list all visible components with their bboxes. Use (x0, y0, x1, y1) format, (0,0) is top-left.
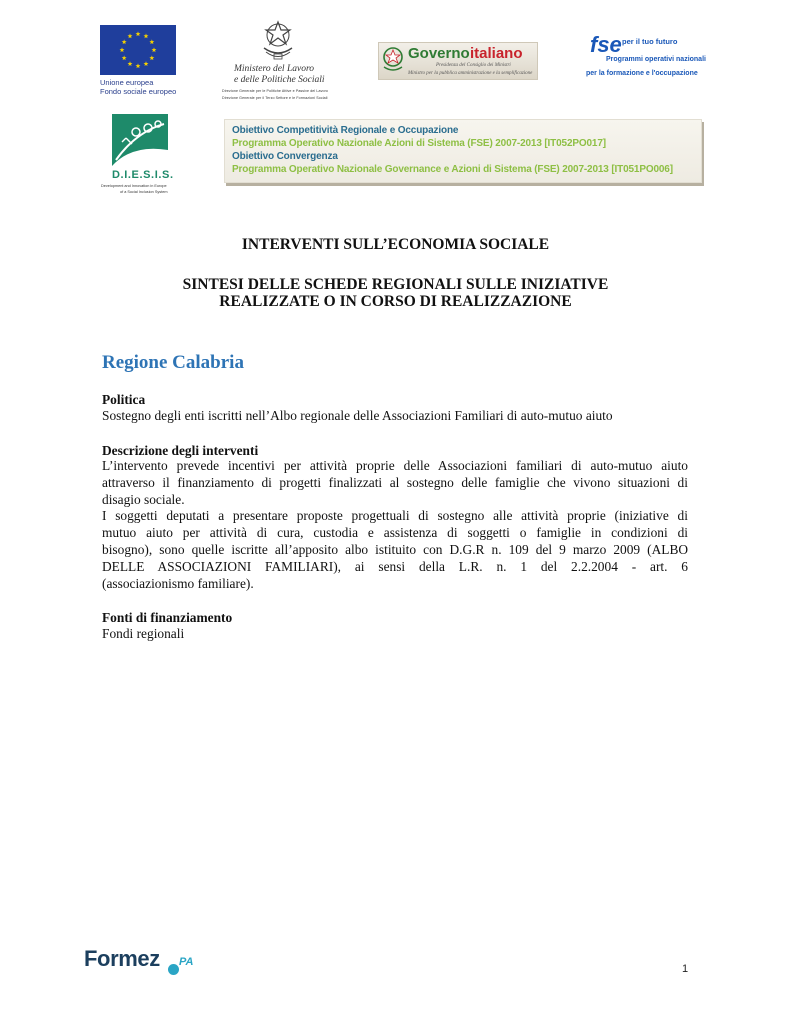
text-line: bisogno), sono quelle iscritte all’apposito albo istituito con D.G.R n. 109 del 9 marzo 2009 (ALBO (102, 541, 689, 557)
text-line: attraverso il finanziamento di progetti finalizzati al sostegno delle famiglie che vivono situazioni di (102, 474, 688, 490)
formez-word: Formez (84, 946, 160, 971)
eu-star-icon (136, 31, 141, 36)
fse-programme-line3: per la formazione e l'occupazione (586, 70, 698, 77)
ministero-logo (222, 18, 342, 106)
diesis-graphic-icon (112, 114, 168, 166)
descrizione-heading: Descrizione degli interventi (102, 443, 259, 458)
ministero-dept-line1: Direzione Generale per le Politiche Attive e Passive del Lavoro (222, 89, 328, 93)
text-line: mutuo aiuto per attività di cura, custodia e assistenza di soggetti o famiglie in condizioni di (102, 525, 688, 541)
eu-star-icon (128, 61, 133, 66)
politica-heading: Politica (102, 392, 146, 407)
governo-subtitle-line1: Presidenza del Consiglio dei Ministri (436, 63, 511, 68)
diesis-title: D.I.E.S.I.S. (112, 169, 174, 181)
fse-mark: fse (590, 32, 622, 57)
governo-italiano-logo (378, 42, 538, 80)
eu-star-icon (144, 61, 149, 66)
fse-programme-line1: Programmi operativi nazionali (606, 56, 706, 63)
programme-objective-1: Obiettivo Competitività Regionale e Occupazione (232, 125, 459, 136)
eu-logo-caption-line2: Fondo sociale europeo (100, 87, 177, 96)
ministero-name-line2: e delle Politiche Sociali (234, 75, 325, 85)
eu-star-icon (122, 39, 127, 44)
formez-pa-logo (84, 946, 204, 978)
italiano-word: italiano (470, 45, 523, 62)
fonti-heading: Fonti di finanziamento (102, 610, 233, 625)
region-heading: Regione Calabria (102, 352, 244, 373)
programme-operative-1: Programma Operativo Nazionale Azioni di Sistema (FSE) 2007-2013 [IT052PO017] (232, 138, 606, 149)
text-line: I soggetti deputati a presentare proposte progettuali di sostegno alle attività proprie (iniziative di (102, 508, 688, 524)
diesis-subtitle-line1: Development and Innovation in Europe (101, 184, 167, 188)
eu-star-icon (128, 34, 133, 39)
governo-word: Governo (408, 45, 470, 62)
descrizione-text (102, 458, 688, 592)
document-title: INTERVENTI SULL’ECONOMIA SOCIALE (241, 236, 550, 253)
eu-flag-icon (100, 25, 176, 75)
page-number: 1 (682, 963, 689, 975)
text-line: Fondi regionali (102, 626, 185, 641)
ministero-name-line1: Ministero del Lavoro (234, 64, 315, 74)
programme-objective-2: Obiettivo Convergenza (232, 151, 338, 162)
italian-emblem-icon (258, 18, 298, 62)
text-line: Sostegno degli enti iscritti nell’Albo regionale delle Associazioni Familiari di auto-mutuo aiuto (102, 408, 613, 423)
text-line: disagio sociale. (102, 491, 185, 507)
italian-emblem-icon (381, 45, 405, 73)
eu-star-icon (120, 47, 125, 52)
governo-subtitle-line2: Ministro per la pubblica amministrazione e la semplificazione (408, 71, 533, 76)
text-line: (associazionismo familiare). (102, 575, 254, 591)
fse-logo (584, 32, 706, 82)
diesis-logo (100, 114, 180, 202)
politica-text (102, 408, 688, 425)
fse-tagline: per il tuo futuro (622, 37, 678, 46)
ministero-dept-line2: Direzione Generale per il Terzo Settore e le Formazioni Sociali (222, 96, 328, 100)
document-subtitle-line1: SINTESI DELLE SCHEDE REGIONALI SULLE INIZIATIVE (182, 276, 609, 293)
text-line: L’intervento prevede incentivi per attività proprie delle Associazioni familiari di auto-mutuo aiuto (102, 458, 689, 473)
fonti-text (102, 626, 688, 643)
diesis-subtitle-line2: of a Social Inclusion System (120, 190, 168, 194)
programme-operative-2: Programma Operativo Nazionale Governance e Azioni di Sistema (FSE) 2007-2013 [IT051PO006] (232, 164, 673, 175)
eu-star-icon (152, 47, 157, 52)
programme-box (224, 119, 702, 183)
eu-logo (100, 25, 178, 95)
eu-logo-caption-line1: Unione europea (100, 78, 154, 87)
document-subtitle-line2: REALIZZATE O IN CORSO DI REALIZZAZIONE (219, 293, 572, 310)
eu-star-icon (122, 55, 127, 60)
eu-star-icon (149, 39, 154, 44)
text-line: DELLE ASSOCIAZIONI FAMILIARI), ai sensi della L.R. n. 1 del 2.2.2004 - art. 6 (102, 558, 689, 574)
formez-pa-suffix: PA (179, 956, 194, 968)
eu-star-icon (144, 34, 149, 39)
formez-dot-icon (168, 964, 179, 975)
eu-star-icon (136, 63, 141, 68)
eu-star-icon (149, 55, 154, 60)
